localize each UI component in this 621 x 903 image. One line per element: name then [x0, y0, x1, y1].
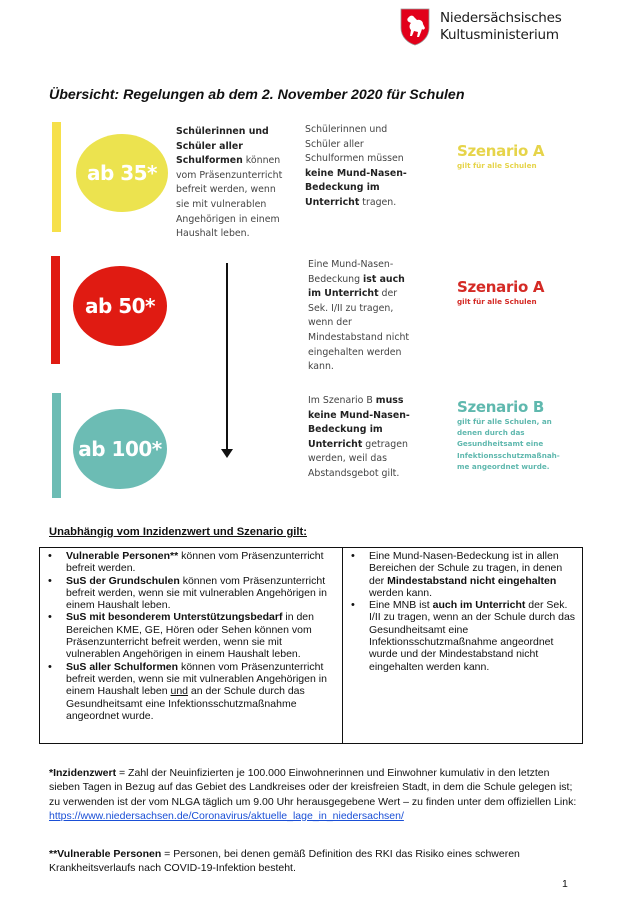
- rule-underline: und: [170, 685, 189, 698]
- rule-text: Eine MNB ist: [369, 599, 433, 612]
- scenario-subtitle: gilt für alle Schulen: [457, 297, 537, 306]
- rule-bold: SuS aller Schulformen: [66, 660, 179, 673]
- rule-text: können vom Präsenzunterricht befreit werden, wenn sie mit vulnerablen Angehörigen in einem Haushalt leben.: [66, 574, 327, 612]
- independent-heading: Unabhängig vom Inzidenzwert und Szenario gilt:: [49, 526, 307, 538]
- row-50-mid-start: Eine Mund-Nasen-Bedeckung: [308, 259, 394, 285]
- row-35-mid-text: [305, 123, 420, 211]
- scenario-a-red: [457, 279, 577, 307]
- incidence-35-label: ab 35*: [86, 161, 158, 185]
- incidence-100-circle: [73, 409, 167, 489]
- rules-table: [39, 547, 583, 744]
- down-arrow-icon: [226, 263, 228, 451]
- incidence-50-circle: [73, 266, 167, 346]
- footnote-definition: = Zahl der Neuinfizierten je 100.000 Einwohnerinnen und Einwohner kumulativ in den letzten sieben Tagen in Bezug auf das Gebiet des Landkreises oder der kreisfreien Stadt, in dem die Schule gelegen ist; zu verwenden ist der vom NLGA täglich um 9.00 Uhr herausgegebene Wert – zu finden unter dem offiziellen Link:: [49, 767, 577, 808]
- row-50-mid-end: der Sek. I/II zu tragen, wenn der Mindestabstand nicht eingehalten werden kann.: [308, 288, 410, 373]
- scenario-b-teal: [457, 399, 567, 472]
- incidence-35-circle: [76, 134, 168, 212]
- down-arrow-head-icon: [221, 449, 233, 458]
- ministry-name-line2: Kultusministerium: [440, 27, 559, 43]
- nlga-link[interactable]: https://www.niedersachsen.de/Coronavirus/aktuelle_lage_in_niedersachsen/: [49, 809, 404, 822]
- footnote-term: *Inzidenzwert: [49, 767, 117, 779]
- row-35-mid-start: Schülerinnen und Schüler aller Schulformen müssen: [305, 124, 404, 165]
- row-50-mid-text: [308, 258, 418, 375]
- rules-right-cell: [343, 548, 583, 744]
- ministry-name: [440, 10, 562, 44]
- rule-text: an der Schule durch das Gesundheitsamt eine Infektionsschutzmaßnahme angeordnet wurde.: [66, 685, 305, 722]
- row-100-mid-start: Im Szenario B: [308, 395, 376, 406]
- rule-bold: Mindestabstand nicht eingehalten: [387, 574, 557, 587]
- red-bar: [51, 256, 60, 364]
- footnote-incidence: [49, 766, 579, 823]
- rule-bold: SuS der Grundschulen: [66, 574, 180, 587]
- footnote-vulnerable: [49, 847, 579, 876]
- footnote-term: **Vulnerable Personen: [49, 848, 162, 860]
- rule-bold: Vulnerable Personen**: [66, 550, 179, 562]
- rule-text: der Sek. I/II zu tragen, wenn an der Schule durch das Gesundheitsamt eine Infektionsschutzmaßnahme angeordnet wurde und der Mindestabstand nicht eingehalten werden kann.: [369, 599, 576, 673]
- rules-left-cell: [40, 548, 343, 744]
- rule-bold: SuS mit besonderem Unterstützungsbedarf: [66, 611, 283, 624]
- row-35-left-bold: Schülerinnen und Schüler aller Schulformen: [176, 126, 269, 167]
- scenario-title: Szenario A: [457, 142, 545, 160]
- scenario-a-yellow: [457, 143, 577, 171]
- rule-item: [44, 611, 338, 660]
- teal-bar: [52, 393, 61, 498]
- incidence-50-label: ab 50*: [84, 294, 156, 318]
- rule-text: können vom Präsenzunterricht befreit werden, wenn sie mit vulnerablen Angehörigen in einem Haushalt leben: [66, 660, 327, 698]
- scenario-title: Szenario A: [457, 278, 545, 296]
- row-35-mid-end: tragen.: [359, 196, 397, 208]
- rule-item: [347, 599, 578, 673]
- yellow-bar: [52, 122, 61, 232]
- scenario-subtitle: gilt für alle Schulen, an denen durch das Gesundheitsamt eine Infektionsschutzmaßnah-me angeordnet wurde.: [457, 417, 560, 471]
- rule-text: Eine Mund-Nasen-Bedeckung ist in allen Bereichen der Schule zu tragen, in denen der: [369, 550, 563, 587]
- rule-item: [44, 661, 338, 722]
- rule-item: [347, 550, 578, 599]
- incidence-100-label: ab 100*: [78, 437, 162, 461]
- rule-text: in den Bereichen KME, GE, Hören oder Sehen können vom Präsenzunterricht befreit werden, wenn sie mit vulnerablen Angehörigen in einem Haushalt leben.: [66, 611, 314, 661]
- row-100-mid-text: [308, 394, 420, 482]
- ministry-logo: [400, 8, 590, 48]
- scenario-subtitle: gilt für alle Schulen: [457, 161, 537, 170]
- row-35-mid-bold: keine Mund-Nasen-Bedeckung im Unterricht: [305, 167, 407, 208]
- rule-item: [44, 575, 338, 612]
- row-35-left-rest: können vom Präsenzunterricht befreit werden, wenn sie mit vulnerablen Angehörigen in einem Haushalt leben.: [176, 155, 283, 240]
- ministry-name-line1: Niedersächsisches: [440, 10, 562, 26]
- scenario-title: Szenario B: [457, 398, 545, 416]
- row-50-mid-bold: ist auch im Unterricht: [308, 273, 405, 300]
- rule-item: [44, 550, 338, 575]
- rule-bold: auch im Unterricht: [432, 599, 526, 612]
- row-100-mid-end: getragen werden, weil das Abstandsgebot gilt.: [308, 438, 408, 479]
- row-35-left-text: [176, 125, 291, 242]
- rule-text: werden kann.: [369, 586, 433, 599]
- rule-text: können vom Präsenzunterricht befreit werden.: [66, 550, 324, 575]
- footnote-definition: = Personen, bei denen gemäß Definition des RKI das Risiko eines schweren Krankheitsverlaufs nach COVID-19-Infektion besteht.: [49, 848, 520, 875]
- page-title: Übersicht: Regelungen ab dem 2. November 2020 für Schulen: [49, 87, 465, 103]
- page-number: 1: [562, 878, 568, 890]
- row-100-mid-bold: muss keine Mund-Nasen-Bedeckung im Unterricht: [308, 395, 410, 450]
- lower-saxony-horse-shield-icon: [400, 8, 430, 46]
